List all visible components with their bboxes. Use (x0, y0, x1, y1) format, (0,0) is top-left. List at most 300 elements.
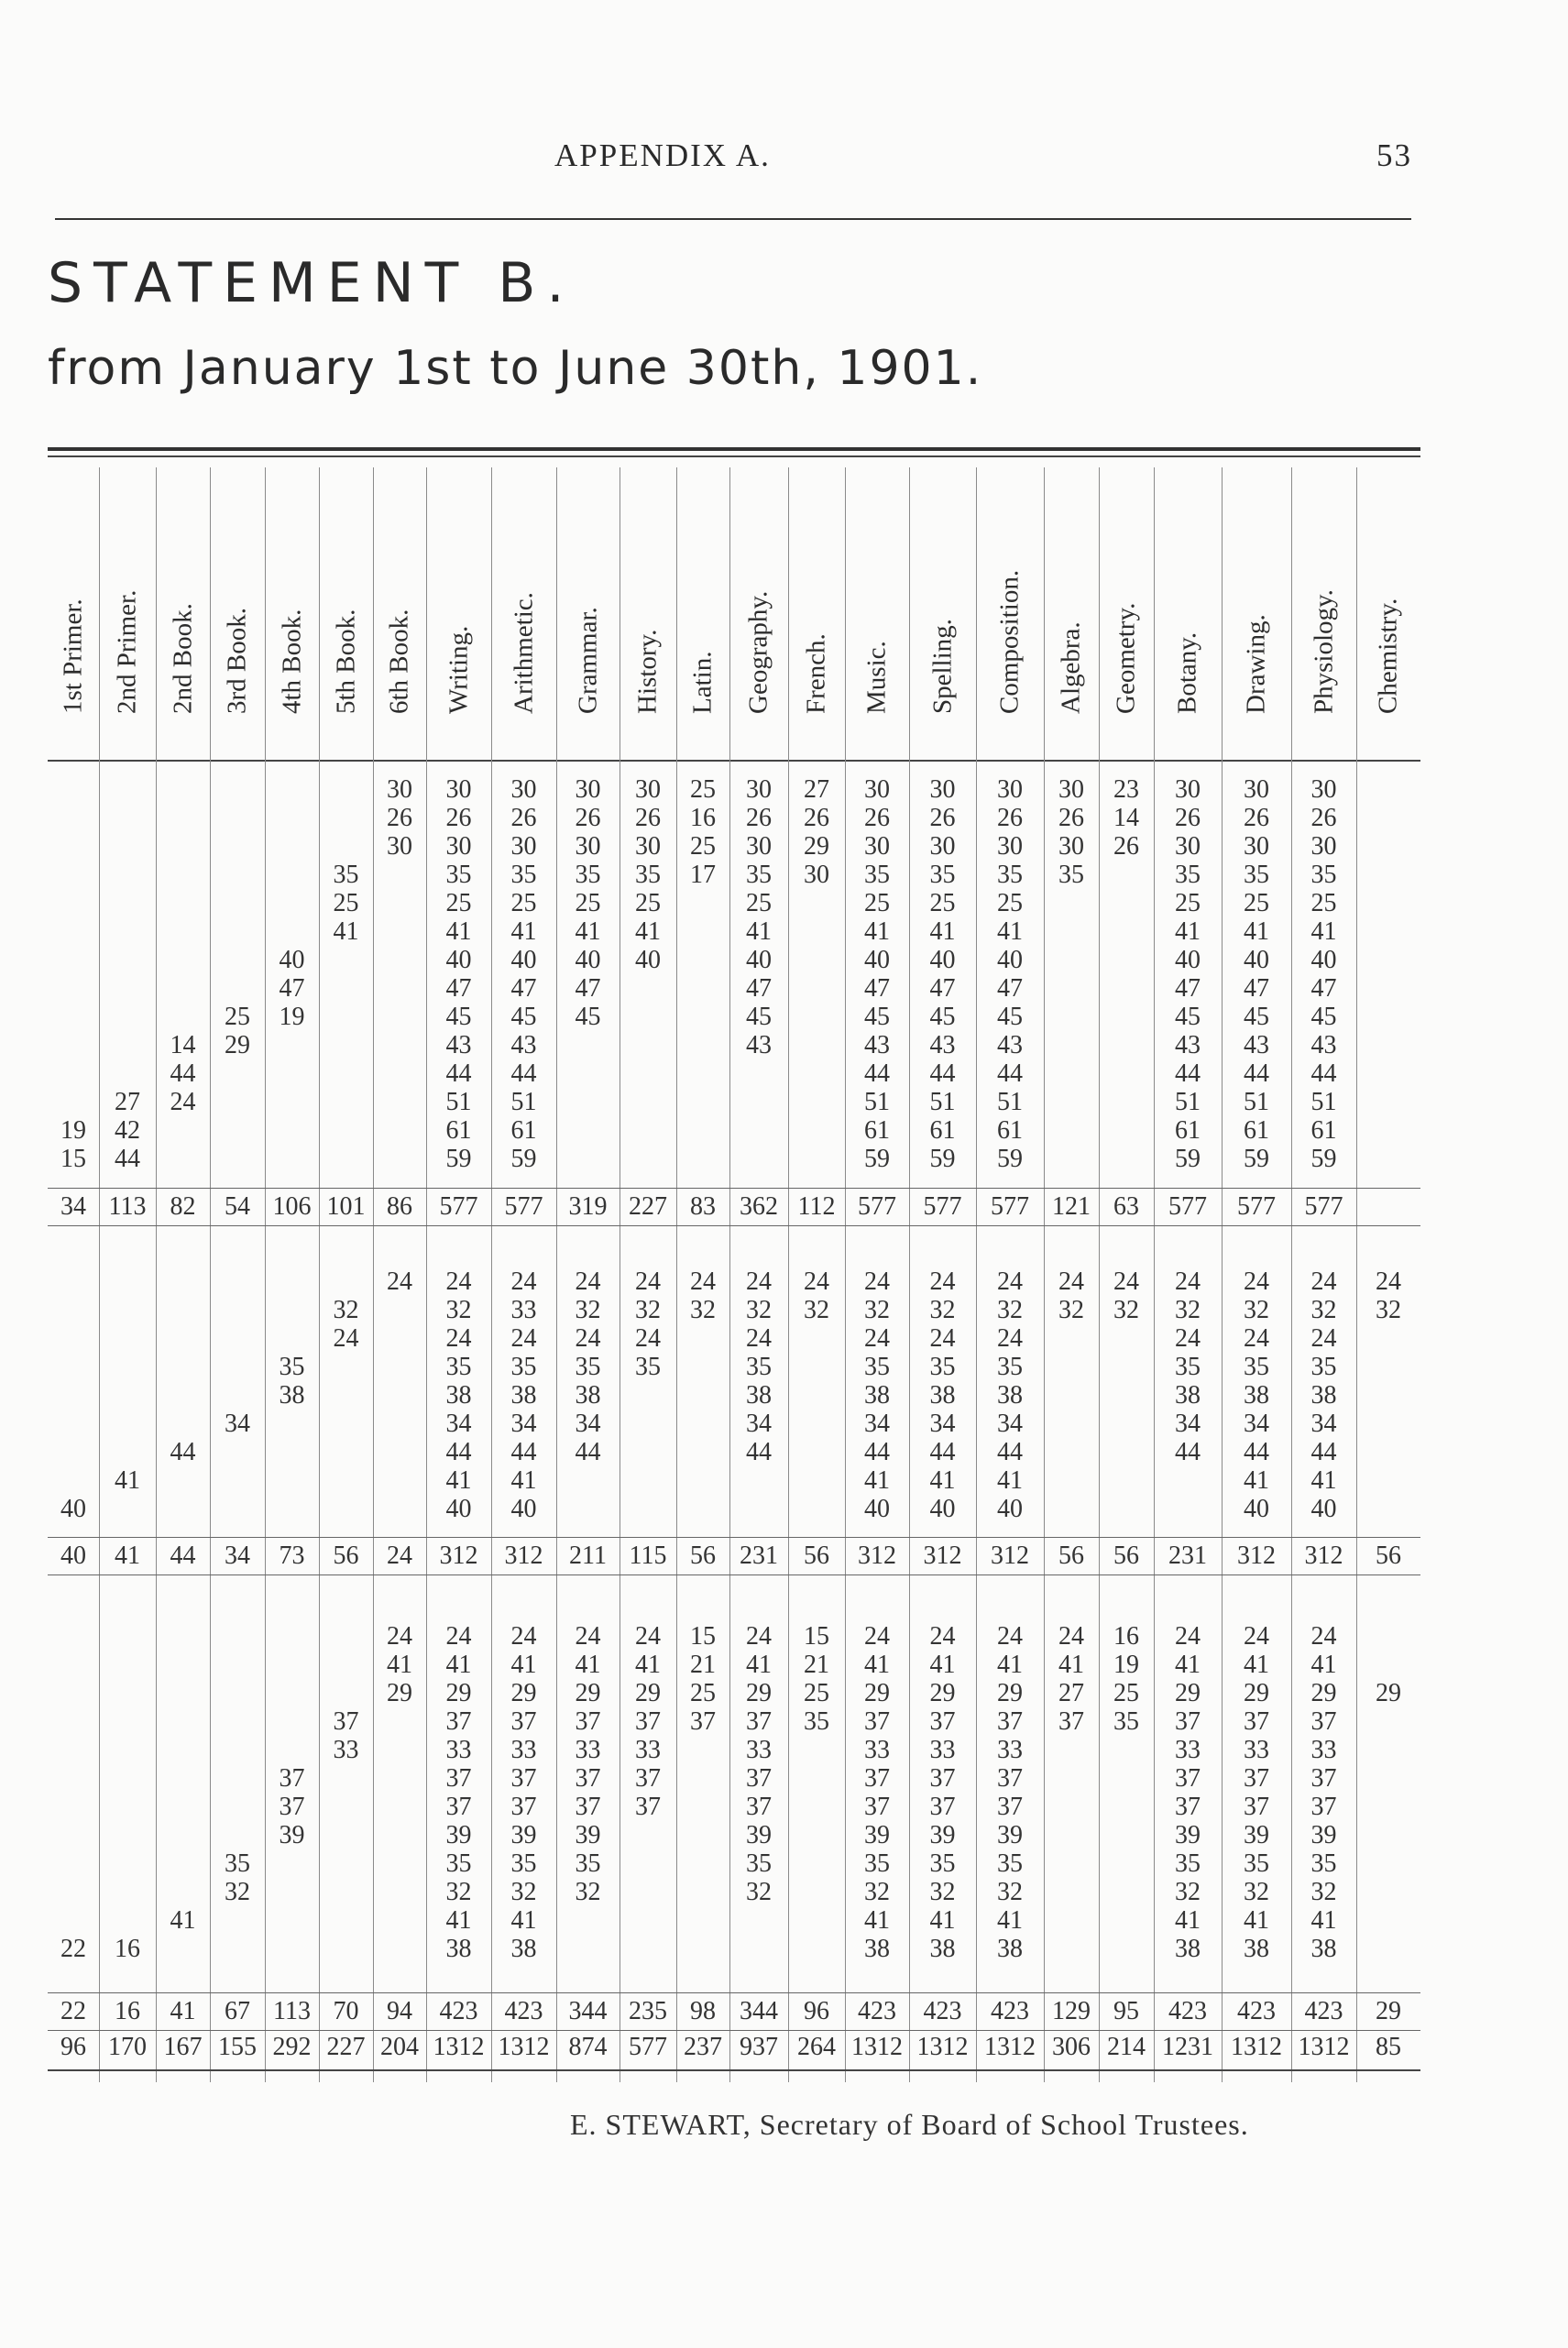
table-cell: 24 (746, 1622, 772, 1651)
column-header-6th-book (373, 488, 426, 744)
table-cell: 25 (1113, 1679, 1139, 1707)
table-cell: 40 (575, 946, 601, 974)
table-cell: 43 (1175, 1031, 1201, 1059)
table-top-rule-thin (48, 455, 1420, 457)
table-cell: 16 (1113, 1622, 1139, 1651)
table-cell: 33 (333, 1736, 359, 1764)
column-header-french (790, 488, 843, 744)
table-cell: 35 (1175, 1353, 1201, 1381)
table-cell: 39 (510, 1821, 537, 1849)
table-top-rule (48, 447, 1420, 451)
table-cell: 32 (1310, 1296, 1337, 1324)
table-cell: 32 (1058, 1296, 1084, 1324)
table-cell: 45 (997, 1003, 1023, 1031)
table-cell: 41 (510, 1651, 537, 1679)
table-cell: 43 (1244, 1031, 1269, 1059)
table-cell: 25 (997, 889, 1023, 917)
table-cell: 43 (929, 1031, 956, 1059)
table-cell: 24 (387, 1267, 412, 1296)
table-cell: 41 (1244, 1466, 1269, 1495)
table-cell: 47 (575, 974, 601, 1003)
table-cell: 37 (1310, 1793, 1337, 1821)
column-header-history (621, 488, 674, 744)
table-cell: 29 (997, 1679, 1023, 1707)
table-cell: 43 (1310, 1031, 1337, 1059)
table-cell: 35 (1244, 1353, 1269, 1381)
table-cell: 38 (1244, 1935, 1269, 1963)
table-cell: 37 (746, 1707, 772, 1736)
table-cell: 51 (864, 1088, 890, 1116)
table-cell: 26 (929, 804, 956, 832)
table-cell: 40 (997, 1495, 1023, 1523)
table-cell: 59 (864, 1145, 890, 1173)
table-cell: 25 (635, 889, 661, 917)
table-cell: 38 (746, 1381, 772, 1410)
table-cell: 37 (1058, 1707, 1084, 1736)
column-header-arithmetic (498, 488, 551, 744)
table-cell: 23 (1113, 775, 1139, 804)
table-cell: 37 (635, 1707, 661, 1736)
column-header-label: Geography. (743, 590, 773, 714)
grand-total: 96 (60, 2033, 86, 2061)
section-total: 70 (333, 1997, 359, 2025)
table-cell: 24 (575, 1622, 601, 1651)
table-cell: 45 (1175, 1003, 1201, 1031)
grand-total: 155 (218, 2033, 257, 2061)
section-total: 96 (804, 1997, 829, 2025)
table-cell: 35 (1113, 1707, 1139, 1736)
table-cell: 25 (1244, 889, 1269, 917)
table-cell: 32 (575, 1296, 601, 1324)
table-cell: 38 (929, 1935, 956, 1963)
table-cell: 41 (115, 1466, 140, 1495)
table-cell: 39 (997, 1821, 1023, 1849)
table-cell: 41 (997, 1906, 1023, 1935)
table-cell: 61 (445, 1116, 472, 1145)
table-cell: 35 (225, 1849, 250, 1878)
column-header-label: 2nd Primer. (112, 589, 142, 714)
table-cell: 35 (997, 861, 1023, 889)
section-total: 423 (1237, 1997, 1276, 2025)
section-total: 95 (1113, 1997, 1139, 2025)
table-cell: 30 (997, 775, 1023, 804)
table-cell: 30 (510, 832, 537, 861)
table-cell: 37 (864, 1707, 890, 1736)
column-header-label: Physiology. (1309, 589, 1338, 714)
table-cell: 47 (279, 974, 305, 1003)
table-cell: 40 (864, 1495, 890, 1523)
table-cell: 41 (864, 1906, 890, 1935)
section-total: 44 (170, 1542, 196, 1570)
grand-total: 1312 (916, 2033, 969, 2061)
section-total: 423 (439, 1997, 478, 2025)
table-cell: 34 (510, 1410, 537, 1438)
table-cell: 43 (510, 1031, 537, 1059)
table-cell: 51 (1175, 1088, 1201, 1116)
table-cell: 38 (575, 1381, 601, 1410)
table-cell: 27 (1058, 1679, 1084, 1707)
table-cell: 40 (1310, 1495, 1337, 1523)
table-cell: 35 (635, 861, 661, 889)
table-cell: 39 (746, 1821, 772, 1849)
section-total: 577 (504, 1192, 543, 1221)
column-header-label: French. (801, 633, 831, 714)
table-cell: 40 (864, 946, 890, 974)
column-header-label: Drawing. (1241, 614, 1271, 714)
table-cell: 41 (170, 1906, 196, 1935)
grand-total: 264 (797, 2033, 836, 2061)
section-total: 112 (797, 1192, 836, 1221)
column-header-label: Chemistry. (1373, 598, 1403, 714)
table-cell: 47 (997, 974, 1023, 1003)
table-cell: 33 (635, 1736, 661, 1764)
section-total: 577 (991, 1192, 1029, 1221)
table-cell: 37 (1244, 1793, 1269, 1821)
section-total: 41 (115, 1542, 140, 1570)
table-cell: 26 (445, 804, 472, 832)
table-cell: 37 (1310, 1764, 1337, 1793)
section-total: 34 (60, 1192, 86, 1221)
table-cell: 41 (510, 1466, 537, 1495)
table-cell: 26 (746, 804, 772, 832)
table-cell: 35 (997, 1353, 1023, 1381)
column-header-label: 5th Book. (331, 609, 360, 714)
table-cell: 37 (1175, 1764, 1201, 1793)
table-cell: 30 (746, 775, 772, 804)
table-cell: 32 (1175, 1878, 1201, 1906)
table-cell: 40 (1175, 946, 1201, 974)
table-cell: 32 (929, 1878, 956, 1906)
table-cell: 24 (575, 1324, 601, 1353)
table-cell: 33 (929, 1736, 956, 1764)
section-total: 312 (439, 1542, 478, 1570)
table-cell: 38 (864, 1381, 890, 1410)
section-total: 98 (690, 1997, 716, 2025)
table-cell: 29 (746, 1679, 772, 1707)
table-cell: 41 (1175, 1651, 1201, 1679)
table-cell: 35 (746, 1353, 772, 1381)
table-cell: 35 (1310, 1353, 1337, 1381)
column-header-1st-primer (47, 488, 100, 744)
section-total: 344 (740, 1997, 778, 2025)
table-cell: 26 (864, 804, 890, 832)
table-cell: 61 (929, 1116, 956, 1145)
section-total: 113 (108, 1192, 147, 1221)
table-cell: 32 (1113, 1296, 1139, 1324)
table-cell: 24 (997, 1267, 1023, 1296)
table-cell: 40 (929, 1495, 956, 1523)
column-header-chemistry (1362, 488, 1415, 744)
table-cell: 41 (997, 1466, 1023, 1495)
table-cell: 30 (1310, 832, 1337, 861)
table-cell: 29 (445, 1679, 472, 1707)
table-cell: 29 (1376, 1679, 1401, 1707)
table-cell: 24 (635, 1622, 661, 1651)
table-cell: 24 (510, 1622, 537, 1651)
table-cell: 35 (279, 1353, 305, 1381)
column-header-label: Spelling. (927, 619, 957, 714)
section-total: 423 (504, 1997, 543, 2025)
table-cell: 33 (746, 1736, 772, 1764)
table-cell: 44 (445, 1438, 472, 1466)
table-cell: 45 (575, 1003, 601, 1031)
table-cell: 40 (1310, 946, 1337, 974)
table-cell: 45 (929, 1003, 956, 1031)
table-cell: 26 (1310, 804, 1337, 832)
total-rule (48, 1992, 1420, 1993)
table-cell: 30 (575, 775, 601, 804)
section-total: 56 (1058, 1542, 1084, 1570)
table-cell: 37 (929, 1707, 956, 1736)
table-cell: 27 (115, 1088, 140, 1116)
table-cell: 37 (1175, 1793, 1201, 1821)
column-header-4th-book (266, 488, 319, 744)
grand-total: 214 (1107, 2033, 1146, 2061)
table-cell: 32 (1244, 1296, 1269, 1324)
table-cell: 37 (864, 1764, 890, 1793)
section-total: 16 (115, 1997, 140, 2025)
table-cell: 24 (746, 1324, 772, 1353)
column-header-label: Grammar. (573, 607, 602, 714)
column-divider (556, 467, 557, 2082)
table-cell: 41 (1244, 1651, 1269, 1679)
table-cell: 37 (1244, 1707, 1269, 1736)
table-cell: 26 (1058, 804, 1084, 832)
table-cell: 35 (1058, 861, 1084, 889)
section-total: 577 (1168, 1192, 1207, 1221)
table-cell: 26 (1113, 832, 1139, 861)
table-cell: 30 (997, 832, 1023, 861)
column-header-algebra (1045, 488, 1098, 744)
table-cell: 25 (510, 889, 537, 917)
table-cell: 26 (510, 804, 537, 832)
table-cell: 32 (804, 1296, 829, 1324)
table-cell: 35 (575, 1353, 601, 1381)
table-cell: 35 (1244, 861, 1269, 889)
table-cell: 61 (1244, 1116, 1269, 1145)
table-cell: 41 (445, 1906, 472, 1935)
table-cell: 24 (510, 1324, 537, 1353)
table-cell: 24 (929, 1622, 956, 1651)
table-cell: 51 (997, 1088, 1023, 1116)
table-cell: 15 (804, 1622, 829, 1651)
column-header-label: Algebra. (1056, 621, 1086, 714)
table-cell: 30 (864, 775, 890, 804)
table-cell: 59 (929, 1145, 956, 1173)
table-cell: 41 (929, 1651, 956, 1679)
table-cell: 38 (1310, 1381, 1337, 1410)
table-cell: 30 (635, 832, 661, 861)
table-cell: 14 (1113, 804, 1139, 832)
table-cell: 40 (1244, 946, 1269, 974)
section-total: 423 (923, 1997, 962, 2025)
table-cell: 35 (1310, 1849, 1337, 1878)
section-total: 54 (225, 1192, 250, 1221)
header-rule (55, 218, 1411, 220)
table-cell: 34 (225, 1410, 250, 1438)
table-cell: 40 (60, 1495, 86, 1523)
table-cell: 29 (387, 1679, 412, 1707)
table-cell: 32 (864, 1878, 890, 1906)
table-cell: 37 (510, 1793, 537, 1821)
table-cell: 29 (929, 1679, 956, 1707)
header-bottom-rule (48, 760, 1420, 762)
column-header-physiology (1298, 488, 1351, 744)
table-cell: 37 (929, 1764, 956, 1793)
column-header-5th-book (320, 488, 373, 744)
table-cell: 37 (997, 1764, 1023, 1793)
table-cell: 14 (170, 1031, 196, 1059)
table-cell: 41 (510, 1906, 537, 1935)
column-header-writing (433, 488, 486, 744)
table-cell: 29 (510, 1679, 537, 1707)
table-cell: 30 (635, 775, 661, 804)
table-cell: 32 (864, 1296, 890, 1324)
table-cell: 25 (1175, 889, 1201, 917)
column-header-music (850, 488, 904, 744)
table-cell: 24 (1058, 1267, 1084, 1296)
table-cell: 40 (1244, 1495, 1269, 1523)
table-cell: 37 (1175, 1707, 1201, 1736)
section-total: 423 (858, 1997, 896, 2025)
table-cell: 24 (387, 1622, 412, 1651)
table-cell: 47 (445, 974, 472, 1003)
table-cell: 32 (746, 1296, 772, 1324)
table-cell: 35 (929, 1849, 956, 1878)
column-header-label: 6th Book. (384, 609, 414, 714)
table-cell: 45 (445, 1003, 472, 1031)
table-cell: 37 (445, 1764, 472, 1793)
table-cell: 24 (864, 1622, 890, 1651)
table-cell: 41 (864, 1651, 890, 1679)
table-cell: 35 (635, 1353, 661, 1381)
table-cell: 61 (1175, 1116, 1201, 1145)
table-cell: 44 (445, 1059, 472, 1088)
table-cell: 44 (1175, 1438, 1201, 1466)
table-cell: 40 (997, 946, 1023, 974)
table-cell: 39 (1310, 1821, 1337, 1849)
table-cell: 32 (225, 1878, 250, 1906)
table-cell: 51 (929, 1088, 956, 1116)
table-cell: 37 (510, 1764, 537, 1793)
table-cell: 35 (804, 1707, 829, 1736)
section-total: 34 (225, 1542, 250, 1570)
table-cell: 41 (1244, 1906, 1269, 1935)
section-total: 24 (387, 1542, 412, 1570)
table-cell: 21 (804, 1651, 829, 1679)
table-cell: 35 (864, 1353, 890, 1381)
column-header-label: Arithmetic. (509, 592, 538, 714)
table-cell: 32 (333, 1296, 359, 1324)
table-cell: 41 (1310, 1906, 1337, 1935)
column-header-label: 4th Book. (277, 609, 306, 714)
table-cell: 30 (746, 832, 772, 861)
table-cell: 43 (997, 1031, 1023, 1059)
section-divider (48, 1574, 1420, 1575)
table-cell: 44 (1310, 1059, 1337, 1088)
table-cell: 24 (997, 1622, 1023, 1651)
table-cell: 37 (997, 1707, 1023, 1736)
grand-total: 937 (740, 2033, 778, 2061)
table-cell: 26 (1244, 804, 1269, 832)
table-cell: 32 (1175, 1296, 1201, 1324)
section-total: 56 (1376, 1542, 1401, 1570)
table-cell: 39 (1175, 1821, 1201, 1849)
table-cell: 24 (333, 1324, 359, 1353)
section-total: 115 (629, 1542, 667, 1570)
table-cell: 41 (1058, 1651, 1084, 1679)
table-cell: 33 (510, 1736, 537, 1764)
table-cell: 24 (1113, 1267, 1139, 1296)
table-cell: 37 (279, 1764, 305, 1793)
table-cell: 30 (387, 775, 412, 804)
table-cell: 35 (746, 861, 772, 889)
column-divider (1154, 467, 1155, 2082)
section-total: 577 (1237, 1192, 1276, 1221)
table-cell: 15 (60, 1145, 86, 1173)
table-cell: 35 (929, 861, 956, 889)
table-cell: 41 (1310, 917, 1337, 946)
table-cell: 35 (746, 1849, 772, 1878)
table-cell: 24 (1244, 1267, 1269, 1296)
table-cell: 30 (1244, 832, 1269, 861)
table-cell: 24 (170, 1088, 196, 1116)
table-cell: 24 (690, 1267, 716, 1296)
table-cell: 35 (1310, 861, 1337, 889)
table-cell: 44 (997, 1438, 1023, 1466)
table-cell: 25 (690, 832, 716, 861)
table-cell: 37 (929, 1793, 956, 1821)
section-total: 40 (60, 1542, 86, 1570)
table-cell: 25 (445, 889, 472, 917)
column-header-label: Composition. (994, 569, 1025, 714)
running-head (0, 137, 1568, 183)
statement-table (48, 447, 1420, 2083)
table-cell: 24 (1310, 1622, 1337, 1651)
table-cell: 38 (1175, 1935, 1201, 1963)
table-cell: 24 (929, 1324, 956, 1353)
table-cell: 41 (575, 1651, 601, 1679)
column-header-geography (732, 488, 785, 744)
table-cell: 32 (510, 1878, 537, 1906)
section-total: 94 (387, 1997, 412, 2025)
table-cell: 35 (445, 861, 472, 889)
table-cell: 35 (575, 861, 601, 889)
column-header-spelling (916, 488, 970, 744)
table-cell: 47 (746, 974, 772, 1003)
table-cell: 35 (445, 1353, 472, 1381)
total-rule (48, 1537, 1420, 1538)
table-cell: 33 (575, 1736, 601, 1764)
grand-total: 1312 (851, 2033, 903, 2061)
table-cell: 24 (864, 1267, 890, 1296)
table-cell: 59 (1175, 1145, 1201, 1173)
table-cell: 44 (864, 1059, 890, 1088)
section-total: 56 (1113, 1542, 1139, 1570)
table-cell: 44 (170, 1059, 196, 1088)
section-total: 227 (629, 1192, 667, 1221)
table-cell: 35 (510, 1849, 537, 1878)
table-cell: 40 (746, 946, 772, 974)
column-header-label: Writing. (444, 625, 473, 714)
grand-total: 227 (326, 2033, 366, 2061)
table-cell: 40 (445, 1495, 472, 1523)
table-cell: 41 (1310, 1651, 1337, 1679)
table-cell: 41 (635, 917, 661, 946)
table-cell: 26 (635, 804, 661, 832)
table-cell: 37 (279, 1793, 305, 1821)
table-cell: 35 (575, 1849, 601, 1878)
